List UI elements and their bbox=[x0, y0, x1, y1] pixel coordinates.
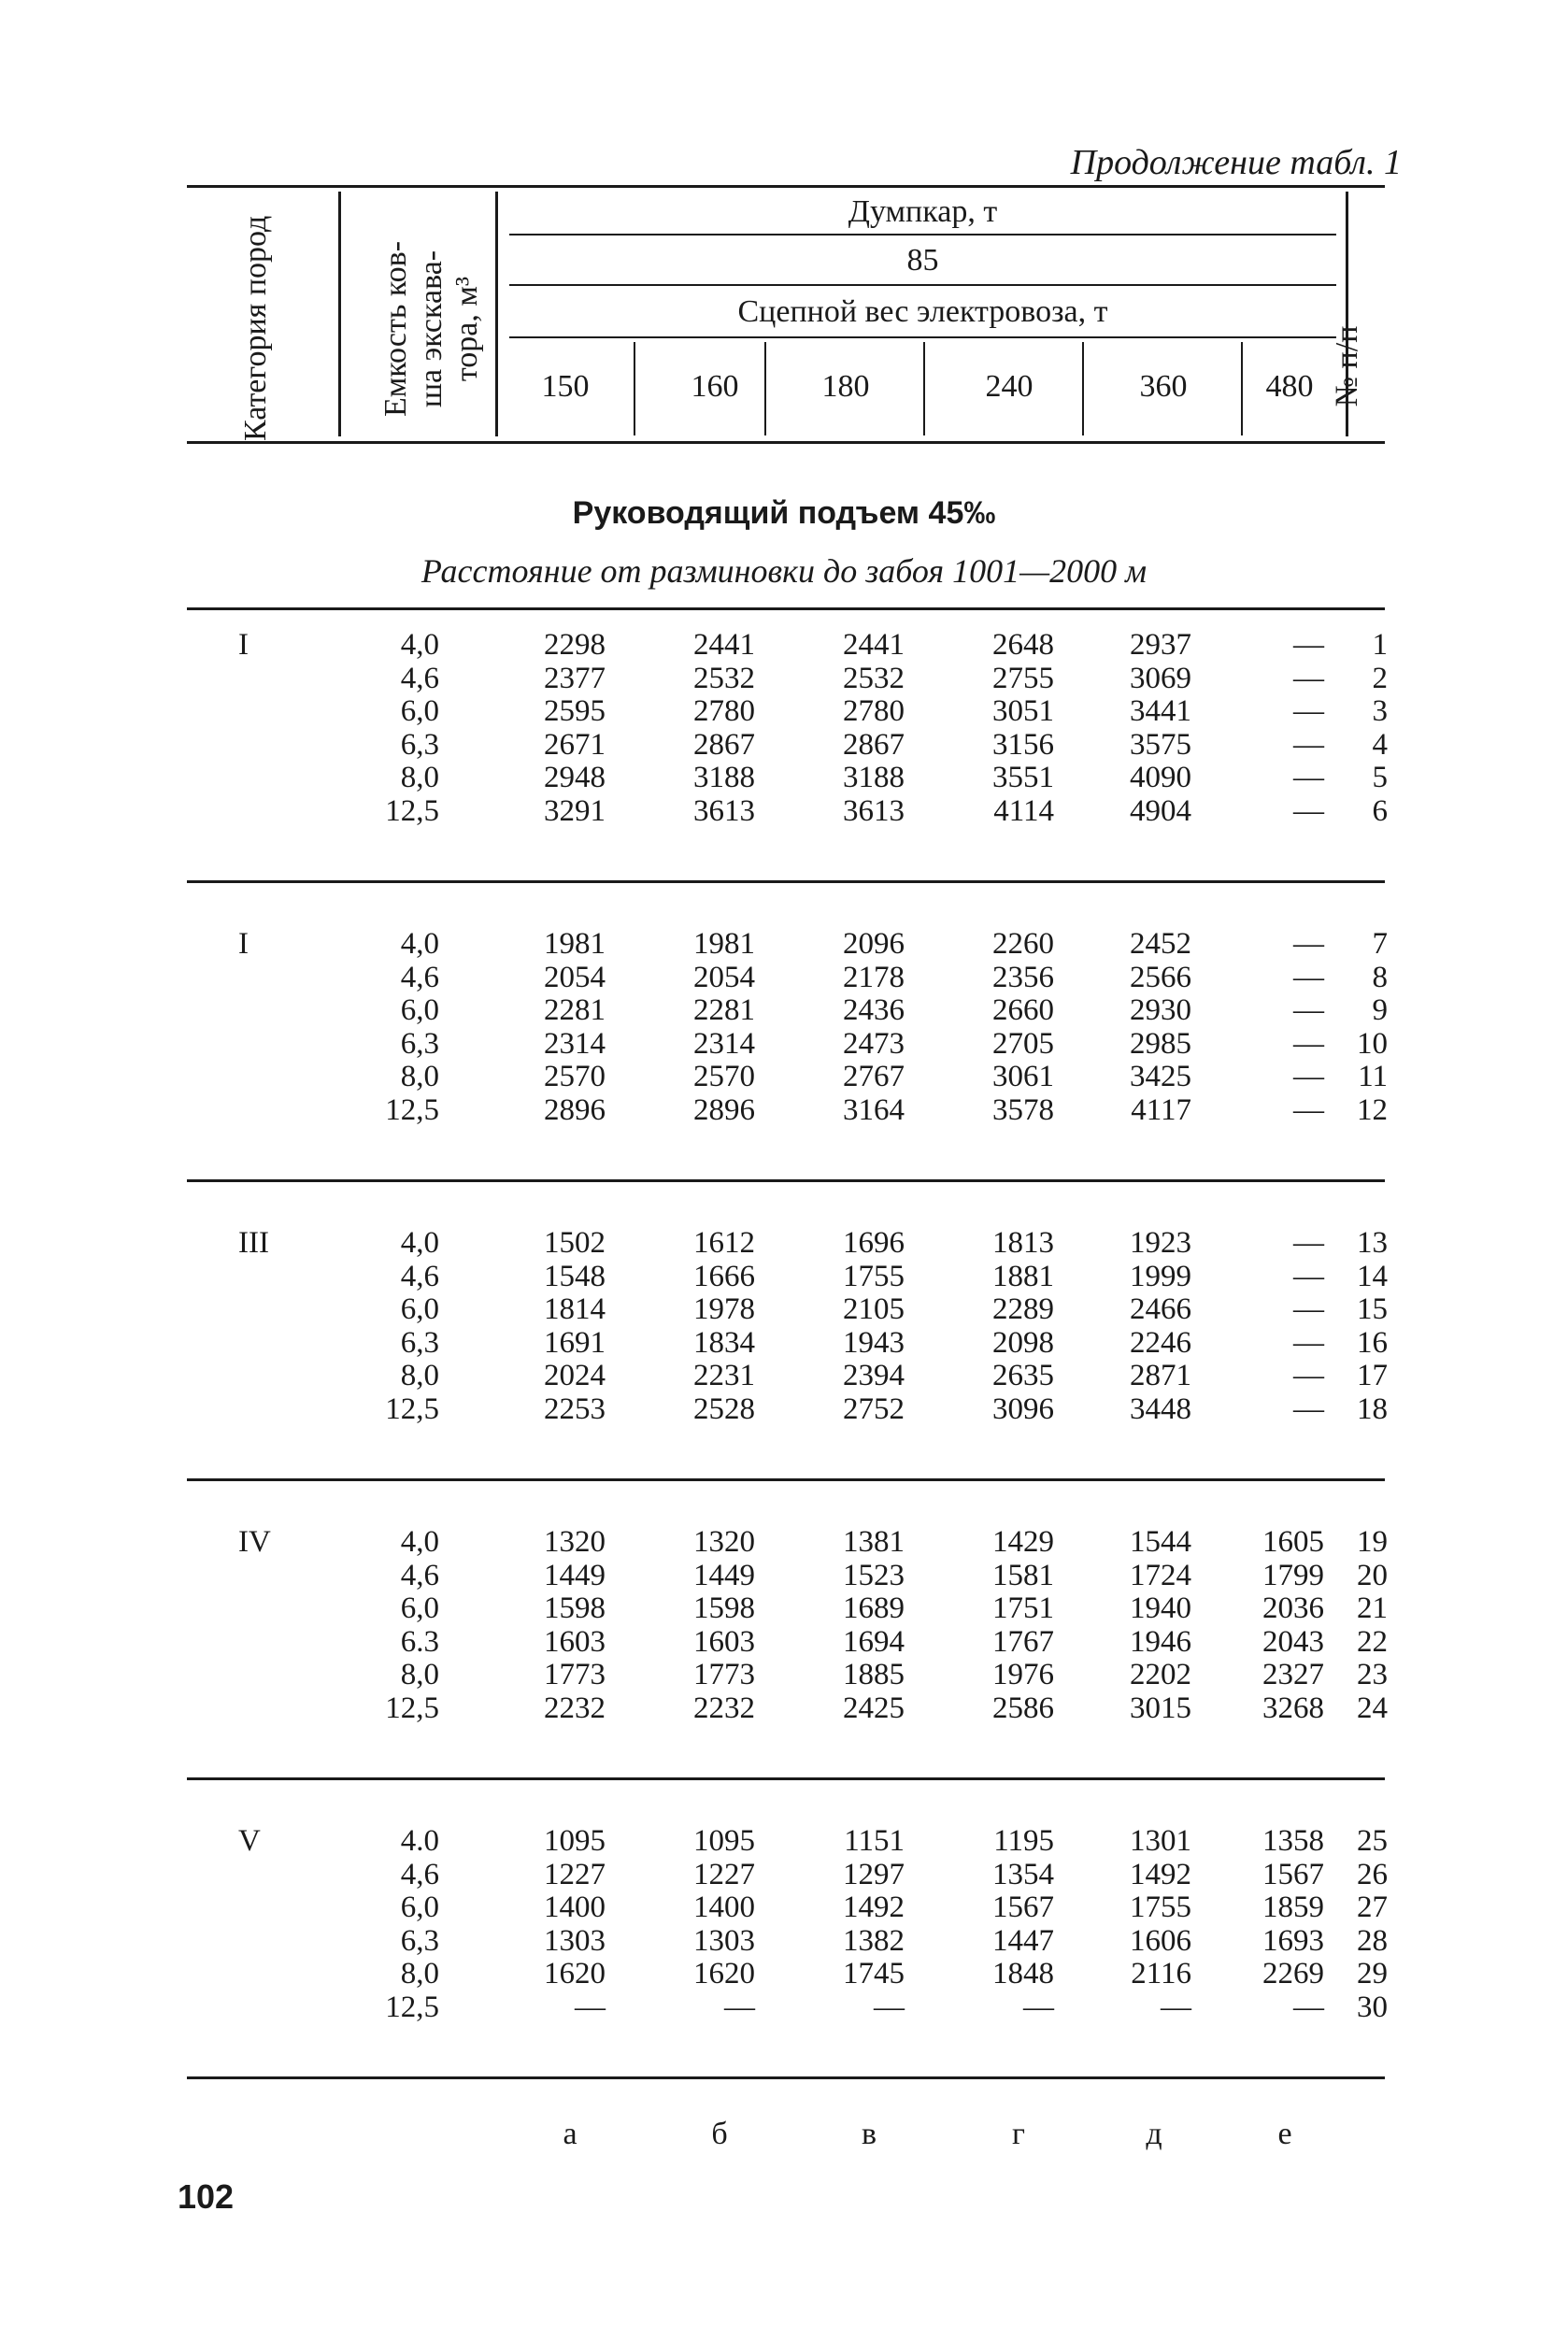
cell-weight-240: 3061 bbox=[992, 1060, 1054, 1094]
cell-weight-180: 1694 bbox=[843, 1624, 905, 1659]
category-label: I bbox=[238, 628, 249, 662]
cell-row-number: 13 bbox=[1357, 1226, 1388, 1260]
cell-weight-180: 2532 bbox=[843, 661, 905, 695]
cell-weight-160: 2570 bbox=[693, 1060, 755, 1094]
cell-weight-150: 2281 bbox=[544, 993, 606, 1028]
cell-weight-160: 3613 bbox=[693, 794, 755, 828]
cell-weight-480: — bbox=[1293, 694, 1324, 729]
cell-weight-360: 2466 bbox=[1130, 1292, 1191, 1327]
cell-weight-150: 2896 bbox=[544, 1093, 606, 1127]
cell-weight-180: 2767 bbox=[843, 1060, 905, 1094]
cell-weight-240: 2660 bbox=[992, 993, 1054, 1028]
cell-weight-180: 2441 bbox=[843, 628, 905, 662]
cell-weight-360: 1724 bbox=[1130, 1558, 1191, 1592]
cell-weight-150: 1095 bbox=[544, 1824, 606, 1858]
cell-weight-480: — bbox=[1293, 1259, 1324, 1293]
cell-weight-360: 2116 bbox=[1131, 1957, 1191, 1991]
header-weight-divider-3 bbox=[923, 342, 925, 435]
cell-weight-240: 3096 bbox=[992, 1392, 1054, 1426]
cell-weight-480: — bbox=[1293, 661, 1324, 695]
group-rule bbox=[187, 1777, 1385, 1780]
cell-capacity: 4,6 bbox=[400, 661, 439, 695]
cell-weight-150: 2948 bbox=[544, 761, 606, 795]
cell-weight-480: 3268 bbox=[1262, 1691, 1324, 1725]
cell-row-number: 15 bbox=[1357, 1292, 1388, 1327]
cell-weight-160: 2780 bbox=[693, 694, 755, 729]
cell-weight-180: 1381 bbox=[843, 1525, 905, 1559]
cell-capacity: 6,0 bbox=[400, 1591, 439, 1626]
cell-weight-360: 3575 bbox=[1130, 727, 1191, 762]
cell-weight-360: 4117 bbox=[1131, 1093, 1191, 1127]
page-number: 102 bbox=[178, 2177, 235, 2216]
cell-weight-480: — bbox=[1293, 1990, 1324, 2024]
cell-weight-480: — bbox=[1293, 1060, 1324, 1094]
cell-weight-360: 2202 bbox=[1130, 1658, 1191, 1692]
cell-weight-480: — bbox=[1293, 1359, 1324, 1393]
cell-weight-360: 3441 bbox=[1130, 694, 1191, 729]
cell-weight-150: 1548 bbox=[544, 1259, 606, 1293]
cell-weight-480: 1859 bbox=[1262, 1891, 1324, 1925]
cell-weight-480: 2269 bbox=[1262, 1957, 1324, 1991]
cell-row-number: 12 bbox=[1357, 1093, 1388, 1127]
header-capacity bbox=[378, 207, 491, 450]
cell-weight-360: 3069 bbox=[1130, 661, 1191, 695]
cell-weight-180: 2178 bbox=[843, 960, 905, 994]
cell-weight-150: 2024 bbox=[544, 1359, 606, 1393]
cell-weight-240: 1429 bbox=[992, 1525, 1054, 1559]
cell-capacity: 6,0 bbox=[400, 993, 439, 1028]
cell-weight-180: 1943 bbox=[843, 1325, 905, 1360]
column-label-d: д bbox=[1146, 2117, 1162, 2151]
cell-weight-480: — bbox=[1293, 628, 1324, 662]
cell-capacity: 4,0 bbox=[400, 628, 439, 662]
cell-weight-360: 1755 bbox=[1130, 1891, 1191, 1925]
cell-capacity: 12,5 bbox=[385, 794, 439, 828]
cell-weight-240: 1767 bbox=[992, 1624, 1054, 1659]
cell-weight-180: 3613 bbox=[843, 794, 905, 828]
cell-capacity: 4,0 bbox=[400, 1226, 439, 1260]
cell-capacity: 4,0 bbox=[400, 927, 439, 961]
header-weight-240: 240 bbox=[985, 369, 1033, 404]
cell-weight-160: 3188 bbox=[693, 761, 755, 795]
header-rule-dumpcar bbox=[509, 234, 1336, 235]
cell-weight-150: 1449 bbox=[544, 1558, 606, 1592]
cell-weight-480: — bbox=[1293, 927, 1324, 961]
cell-capacity: 6,0 bbox=[400, 694, 439, 729]
cell-weight-360: 3448 bbox=[1130, 1392, 1191, 1426]
cell-weight-360: 2930 bbox=[1130, 993, 1191, 1028]
cell-capacity: 4,6 bbox=[400, 1857, 439, 1891]
cell-row-number: 19 bbox=[1357, 1525, 1388, 1559]
cell-capacity: 8,0 bbox=[400, 1060, 439, 1094]
cell-weight-480: — bbox=[1293, 794, 1324, 828]
cell-weight-360: — bbox=[1161, 1990, 1191, 2024]
cell-weight-150: 1400 bbox=[544, 1891, 606, 1925]
cell-weight-240: 1447 bbox=[992, 1923, 1054, 1958]
header-capacity-line-2: ша экскава- bbox=[414, 250, 449, 408]
cell-capacity: 8,0 bbox=[400, 761, 439, 795]
cell-capacity: 8,0 bbox=[400, 1957, 439, 1991]
cell-weight-240: 2755 bbox=[992, 661, 1054, 695]
cell-weight-480: — bbox=[1293, 1226, 1324, 1260]
cell-row-number: 8 bbox=[1372, 960, 1388, 994]
cell-weight-360: 1923 bbox=[1130, 1226, 1191, 1260]
cell-weight-160: 1666 bbox=[693, 1259, 755, 1293]
cell-weight-160: 2867 bbox=[693, 727, 755, 762]
cell-weight-480: 1799 bbox=[1262, 1558, 1324, 1592]
cell-weight-360: 2871 bbox=[1130, 1359, 1191, 1393]
cell-weight-180: 1696 bbox=[843, 1226, 905, 1260]
cell-weight-480: — bbox=[1293, 1325, 1324, 1360]
cell-row-number: 23 bbox=[1357, 1658, 1388, 1692]
cell-weight-180: 3188 bbox=[843, 761, 905, 795]
cell-weight-240: 1813 bbox=[992, 1226, 1054, 1260]
header-weight-180: 180 bbox=[821, 369, 870, 404]
cell-row-number: 24 bbox=[1357, 1691, 1388, 1725]
cell-row-number: 25 bbox=[1357, 1824, 1388, 1858]
cell-weight-360: 4904 bbox=[1130, 794, 1191, 828]
cell-capacity: 6.3 bbox=[400, 1624, 439, 1659]
cell-weight-480: — bbox=[1293, 761, 1324, 795]
cell-weight-160: 1773 bbox=[693, 1658, 755, 1692]
cell-weight-480: — bbox=[1293, 993, 1324, 1028]
cell-row-number: 11 bbox=[1358, 1060, 1388, 1094]
header-row-number: № п/п bbox=[1330, 325, 1364, 407]
cell-weight-360: 1940 bbox=[1130, 1591, 1191, 1626]
cell-weight-160: 2528 bbox=[693, 1392, 755, 1426]
cell-weight-180: 1382 bbox=[843, 1923, 905, 1958]
cell-capacity: 6,0 bbox=[400, 1292, 439, 1327]
cell-row-number: 7 bbox=[1372, 927, 1388, 961]
cell-weight-160: 1620 bbox=[693, 1957, 755, 1991]
section-subtitle: Расстояние от разминовки до забоя 1001—2000 м bbox=[421, 552, 1147, 590]
cell-weight-360: 2937 bbox=[1130, 628, 1191, 662]
cell-weight-150: 1303 bbox=[544, 1923, 606, 1958]
cell-capacity: 6,3 bbox=[400, 1325, 439, 1360]
cell-weight-180: 1151 bbox=[844, 1824, 905, 1858]
cell-weight-360: 2566 bbox=[1130, 960, 1191, 994]
cell-weight-180: 1689 bbox=[843, 1591, 905, 1626]
cell-capacity: 4,6 bbox=[400, 960, 439, 994]
cell-weight-240: 3551 bbox=[992, 761, 1054, 795]
cell-weight-160: 1603 bbox=[693, 1624, 755, 1659]
cell-weight-360: 4090 bbox=[1130, 761, 1191, 795]
cell-weight-180: 1885 bbox=[843, 1658, 905, 1692]
cell-weight-150: 2377 bbox=[544, 661, 606, 695]
header-dumpcar: Думпкар, т bbox=[848, 194, 998, 229]
cell-weight-180: 1297 bbox=[843, 1857, 905, 1891]
cell-weight-160: 2232 bbox=[693, 1691, 755, 1725]
column-label-a: а bbox=[563, 2117, 577, 2151]
cell-weight-480: 2327 bbox=[1262, 1658, 1324, 1692]
group-rule bbox=[187, 607, 1385, 610]
cell-row-number: 3 bbox=[1372, 694, 1388, 729]
cell-weight-150: 2232 bbox=[544, 1691, 606, 1725]
cell-weight-240: 2648 bbox=[992, 628, 1054, 662]
header-category: Категория пород bbox=[238, 215, 273, 441]
cell-row-number: 28 bbox=[1357, 1923, 1388, 1958]
cell-weight-150: 1320 bbox=[544, 1525, 606, 1559]
cell-capacity: 4,6 bbox=[400, 1558, 439, 1592]
cell-row-number: 2 bbox=[1372, 661, 1388, 695]
cell-weight-360: 1301 bbox=[1130, 1824, 1191, 1858]
cell-row-number: 27 bbox=[1357, 1891, 1388, 1925]
cell-row-number: 30 bbox=[1357, 1990, 1388, 2024]
cell-weight-160: 2896 bbox=[693, 1093, 755, 1127]
group-rule bbox=[187, 2076, 1385, 2079]
cell-weight-160: 1834 bbox=[693, 1325, 755, 1360]
category-label: I bbox=[238, 927, 249, 961]
cell-weight-240: 2098 bbox=[992, 1325, 1054, 1360]
cell-weight-180: 2096 bbox=[843, 927, 905, 961]
cell-weight-360: 1606 bbox=[1130, 1923, 1191, 1958]
cell-weight-150: 1814 bbox=[544, 1292, 606, 1327]
cell-weight-180: 2425 bbox=[843, 1691, 905, 1725]
table-continuation-label: Продолжение табл. 1 bbox=[1070, 143, 1402, 182]
cell-weight-160: 1978 bbox=[693, 1292, 755, 1327]
cell-capacity: 4,6 bbox=[400, 1259, 439, 1293]
cell-weight-240: 2356 bbox=[992, 960, 1054, 994]
cell-weight-360: 1999 bbox=[1130, 1259, 1191, 1293]
cell-capacity: 4.0 bbox=[400, 1824, 439, 1858]
cell-capacity: 8,0 bbox=[400, 1658, 439, 1692]
cell-row-number: 6 bbox=[1372, 794, 1388, 828]
cell-weight-160: 1612 bbox=[693, 1226, 755, 1260]
cell-weight-160: 1981 bbox=[693, 927, 755, 961]
cell-row-number: 10 bbox=[1357, 1026, 1388, 1061]
header-weight-150: 150 bbox=[541, 369, 590, 404]
header-weight-360: 360 bbox=[1139, 369, 1188, 404]
column-label-g: г bbox=[1012, 2117, 1025, 2151]
cell-weight-160: 2281 bbox=[693, 993, 755, 1028]
cell-weight-360: 1492 bbox=[1130, 1857, 1191, 1891]
cell-weight-480: 1693 bbox=[1262, 1923, 1324, 1958]
header-top-rule bbox=[187, 185, 1385, 188]
cell-row-number: 5 bbox=[1372, 761, 1388, 795]
cell-row-number: 14 bbox=[1357, 1259, 1388, 1293]
header-coupling-weight: Сцепной вес электровоза, т bbox=[737, 294, 1108, 329]
cell-row-number: 18 bbox=[1357, 1392, 1388, 1426]
cell-weight-150: 2054 bbox=[544, 960, 606, 994]
cell-weight-160: 2231 bbox=[693, 1359, 755, 1393]
cell-weight-150: 2298 bbox=[544, 628, 606, 662]
cell-capacity: 4,0 bbox=[400, 1525, 439, 1559]
cell-weight-150: — bbox=[575, 1990, 606, 2024]
cell-capacity: 8,0 bbox=[400, 1359, 439, 1393]
cell-row-number: 22 bbox=[1357, 1624, 1388, 1659]
cell-weight-160: 2532 bbox=[693, 661, 755, 695]
cell-weight-240: 1354 bbox=[992, 1857, 1054, 1891]
cell-weight-160: 1303 bbox=[693, 1923, 755, 1958]
cell-row-number: 4 bbox=[1372, 727, 1388, 762]
cell-weight-160: 1400 bbox=[693, 1891, 755, 1925]
cell-weight-150: 1227 bbox=[544, 1857, 606, 1891]
header-rule-coupling bbox=[509, 336, 1336, 338]
group-rule bbox=[187, 1179, 1385, 1182]
header-capacity-line-3: тора, м³ bbox=[449, 276, 484, 382]
cell-row-number: 21 bbox=[1357, 1591, 1388, 1626]
cell-weight-160: 2314 bbox=[693, 1026, 755, 1061]
cell-weight-240: 2586 bbox=[992, 1691, 1054, 1725]
cell-weight-480: — bbox=[1293, 1026, 1324, 1061]
cell-weight-240: 1567 bbox=[992, 1891, 1054, 1925]
header-weight-divider-4 bbox=[1082, 342, 1084, 435]
cell-weight-180: 3164 bbox=[843, 1093, 905, 1127]
cell-weight-150: 2671 bbox=[544, 727, 606, 762]
cell-weight-160: 1598 bbox=[693, 1591, 755, 1626]
cell-weight-150: 2253 bbox=[544, 1392, 606, 1426]
cell-row-number: 17 bbox=[1357, 1359, 1388, 1393]
cell-weight-180: 1745 bbox=[843, 1957, 905, 1991]
group-rule bbox=[187, 1478, 1385, 1481]
cell-weight-180: — bbox=[874, 1990, 905, 2024]
cell-capacity: 12,5 bbox=[385, 1691, 439, 1725]
cell-row-number: 1 bbox=[1372, 628, 1388, 662]
cell-weight-360: 3425 bbox=[1130, 1060, 1191, 1094]
header-rule-85 bbox=[509, 284, 1336, 286]
cell-weight-150: 2595 bbox=[544, 694, 606, 729]
section-title: Руководящий подъем 45‰ bbox=[572, 495, 996, 531]
cell-weight-360: 2452 bbox=[1130, 927, 1191, 961]
category-label: IV bbox=[238, 1525, 271, 1559]
cell-weight-240: 2289 bbox=[992, 1292, 1054, 1327]
cell-weight-240: 2635 bbox=[992, 1359, 1054, 1393]
cell-capacity: 6,3 bbox=[400, 1923, 439, 1958]
cell-weight-240: — bbox=[1023, 1990, 1054, 2024]
cell-weight-480: 1358 bbox=[1262, 1824, 1324, 1858]
cell-weight-180: 1523 bbox=[843, 1558, 905, 1592]
cell-weight-240: 4114 bbox=[993, 794, 1054, 828]
cell-weight-160: 1449 bbox=[693, 1558, 755, 1592]
cell-weight-480: 1567 bbox=[1262, 1857, 1324, 1891]
cell-weight-150: 1620 bbox=[544, 1957, 606, 1991]
cell-weight-240: 1581 bbox=[992, 1558, 1054, 1592]
cell-weight-180: 2436 bbox=[843, 993, 905, 1028]
cell-row-number: 9 bbox=[1372, 993, 1388, 1028]
column-label-v: в bbox=[861, 2117, 877, 2151]
cell-weight-150: 1502 bbox=[544, 1226, 606, 1260]
cell-weight-360: 3015 bbox=[1130, 1691, 1191, 1725]
header-capacity-line-1: Емкость ков- bbox=[378, 240, 413, 418]
cell-weight-360: 1544 bbox=[1130, 1525, 1191, 1559]
cell-weight-480: — bbox=[1293, 960, 1324, 994]
cell-weight-160: 2441 bbox=[693, 628, 755, 662]
cell-weight-240: 3051 bbox=[992, 694, 1054, 729]
category-label: III bbox=[238, 1226, 269, 1260]
cell-weight-240: 2705 bbox=[992, 1026, 1054, 1061]
cell-weight-480: 2043 bbox=[1262, 1624, 1324, 1659]
category-label: V bbox=[238, 1824, 261, 1858]
cell-weight-240: 3156 bbox=[992, 727, 1054, 762]
cell-row-number: 26 bbox=[1357, 1857, 1388, 1891]
cell-weight-480: 1605 bbox=[1262, 1525, 1324, 1559]
cell-weight-180: 1492 bbox=[843, 1891, 905, 1925]
column-label-b: б bbox=[711, 2117, 728, 2151]
cell-weight-180: 2780 bbox=[843, 694, 905, 729]
cell-weight-150: 1691 bbox=[544, 1325, 606, 1360]
cell-weight-150: 1603 bbox=[544, 1624, 606, 1659]
cell-weight-480: — bbox=[1293, 1392, 1324, 1426]
cell-row-number: 20 bbox=[1357, 1558, 1388, 1592]
cell-weight-150: 2314 bbox=[544, 1026, 606, 1061]
cell-weight-180: 1755 bbox=[843, 1259, 905, 1293]
cell-weight-150: 2570 bbox=[544, 1060, 606, 1094]
header-bottom-rule bbox=[187, 441, 1385, 444]
cell-capacity: 12,5 bbox=[385, 1093, 439, 1127]
cell-weight-360: 1946 bbox=[1130, 1624, 1191, 1659]
cell-weight-180: 2473 bbox=[843, 1026, 905, 1061]
header-divider-1 bbox=[338, 192, 341, 436]
cell-weight-480: — bbox=[1293, 727, 1324, 762]
cell-capacity: 6,3 bbox=[400, 727, 439, 762]
cell-weight-180: 2105 bbox=[843, 1292, 905, 1327]
cell-weight-160: — bbox=[724, 1990, 755, 2024]
header-weight-480: 480 bbox=[1265, 369, 1314, 404]
header-weight-160: 160 bbox=[691, 369, 739, 404]
cell-weight-480: — bbox=[1293, 1093, 1324, 1127]
cell-weight-150: 1981 bbox=[544, 927, 606, 961]
cell-weight-150: 1773 bbox=[544, 1658, 606, 1692]
cell-weight-160: 1227 bbox=[693, 1857, 755, 1891]
cell-weight-240: 1751 bbox=[992, 1591, 1054, 1626]
cell-weight-150: 3291 bbox=[544, 794, 606, 828]
cell-weight-180: 2752 bbox=[843, 1392, 905, 1426]
cell-weight-240: 3578 bbox=[992, 1093, 1054, 1127]
cell-weight-160: 1320 bbox=[693, 1525, 755, 1559]
cell-weight-360: 2246 bbox=[1130, 1325, 1191, 1360]
header-dumpcar-value: 85 bbox=[906, 243, 939, 278]
cell-weight-480: — bbox=[1293, 1292, 1324, 1327]
cell-capacity: 6,3 bbox=[400, 1026, 439, 1061]
cell-weight-180: 2394 bbox=[843, 1359, 905, 1393]
cell-weight-150: 1598 bbox=[544, 1591, 606, 1626]
cell-weight-360: 2985 bbox=[1130, 1026, 1191, 1061]
cell-weight-240: 1848 bbox=[992, 1957, 1054, 1991]
cell-weight-480: 2036 bbox=[1262, 1591, 1324, 1626]
group-rule bbox=[187, 880, 1385, 883]
cell-weight-240: 1881 bbox=[992, 1259, 1054, 1293]
cell-weight-240: 2260 bbox=[992, 927, 1054, 961]
cell-capacity: 12,5 bbox=[385, 1990, 439, 2024]
cell-weight-180: 2867 bbox=[843, 727, 905, 762]
cell-capacity: 12,5 bbox=[385, 1392, 439, 1426]
cell-weight-160: 1095 bbox=[693, 1824, 755, 1858]
cell-capacity: 6,0 bbox=[400, 1891, 439, 1925]
cell-weight-240: 1195 bbox=[993, 1824, 1054, 1858]
cell-weight-240: 1976 bbox=[992, 1658, 1054, 1692]
cell-weight-160: 2054 bbox=[693, 960, 755, 994]
cell-row-number: 16 bbox=[1357, 1325, 1388, 1360]
cell-row-number: 29 bbox=[1357, 1957, 1388, 1991]
column-label-e: е bbox=[1277, 2117, 1292, 2151]
